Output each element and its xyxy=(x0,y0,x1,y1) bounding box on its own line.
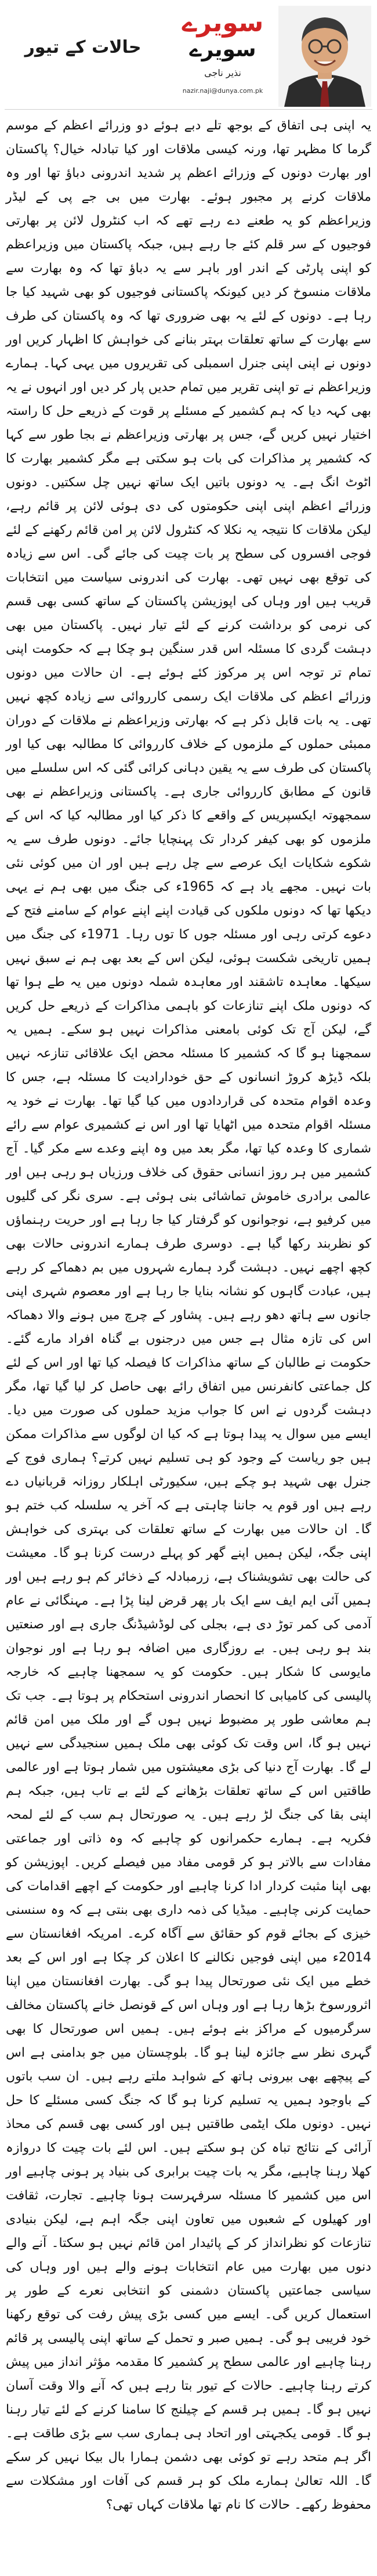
headline-text: حالات کے تیور xyxy=(24,37,142,57)
column-masthead xyxy=(0,0,377,110)
author-name: نذیر ناجی xyxy=(204,67,241,78)
column-logo-line1: سویرے xyxy=(182,8,264,38)
column-logo xyxy=(171,10,275,60)
column-logo-line2: سویرے xyxy=(189,38,256,62)
article-headline xyxy=(5,37,161,57)
column-brand xyxy=(168,2,374,108)
author-portrait-illustration xyxy=(278,6,371,107)
article-text: یہ اپنی ہی اتفاق کے بوجھ تلے دبے ہوئے دو وزرائے اعظم کے موسم گرما کا مظہر تھا، ورنہ کیسی ملاقات اور کیا تبادلہ خیال؟ پاکستان اور بھارت دونوں کے وزرائے اعظم پر شدید اندرونی دباؤ تھا اور وہ ملاقات کرنے پر مجبور ہوئے۔ بھارت میں بی جے پی کے لیڈر وزیراعظم کو یہ طعنے دے رہے تھے کہ اب کنٹرول لائن پر بھارتی فوجیوں کے سر قلم کئے جا رہے ہیں، جبکہ پاکستان میں وزیراعظم کو اپنی پارٹی کے اندر اور باہر سے یہ دباؤ تھا کہ وہ بھارت سے ملاقات منسوخ کر دیں کیونکہ پاکستانی فوجیوں کو بھی شہید کیا جا رہا ہے۔ دونوں کے لئے یہ بھی ضروری تھا کہ وہ پاکستان کی طرف سے بھارت کے ساتھ تعلقات بہتر بنانے کی خواہش کا اظہار کریں اور دونوں نے اپنی اپنی جنرل اسمبلی کی تقریروں میں یہی کہا۔ ہمارے وزیراعظم نے تو اپنی تقریر میں تمام حدیں پار کر دیں اور انہوں نے یہ بھی کہہ دیا کہ ہم کشمیر کے مسئلے پر قوت کے ذریعے حل کا راستہ اختیار نہیں کریں گے، جس پر بھارتی وزیراعظم نے بجا طور سے کہا کہ کشمیر پر مذاکرات کی بات ہو سکتی ہے مگر کشمیر بھارت کا اٹوٹ انگ ہے۔ یہ دونوں باتیں ایک ساتھ نہیں چل سکتیں۔ دونوں وزرائے اعظم اپنی اپنی حکومتوں کی دی ہوئی لائن پر قائم رہے، لیکن ملاقات کا نتیجہ یہ نکلا کہ کنٹرول لائن پر امن قائم رکھنے کے لئے فوجی افسروں کی سطح پر بات چیت کی جائے گی۔ اس سے زیادہ کی توقع بھی نہیں تھی۔ بھارت کی اندرونی سیاست میں انتخابات قریب ہیں اور وہاں کی اپوزیشن پاکستان کے ساتھ کسی بھی قسم کی نرمی کو برداشت کرنے کے لئے تیار نہیں۔ پاکستان میں بھی دہشت گردی کا مسئلہ اس قدر سنگین ہو چکا ہے کہ حکومت اپنی تمام تر توجہ اس پر مرکوز کئے ہوئے ہے۔ ان حالات میں دونوں وزرائے اعظم کی ملاقات ایک رسمی کارروائی سے زیادہ کچھ نہیں تھی۔ یہ بات قابل ذکر ہے کہ بھارتی وزیراعظم نے ملاقات کے دوران ممبئی حملوں کے ملزموں کے خلاف کارروائی کا مطالبہ بھی کیا اور پاکستان کی طرف سے یہ یقین دہانی کرائی گئی کہ اس سلسلے میں قانون کے مطابق کارروائی جاری ہے۔ پاکستانی وزیراعظم نے بھی سمجھوتہ ایکسپریس کے واقعے کا ذکر کیا اور مطالبہ کیا کہ اس کے ملزموں کو بھی کیفر کردار تک پہنچایا جائے۔ دونوں طرف سے یہ شکوے شکایات ایک عرصے سے چل رہے ہیں اور ان میں کوئی نئی بات نہیں۔ مجھے یاد ہے کہ 1965ء کی جنگ میں بھی ہم نے یہی دیکھا تھا کہ دونوں ملکوں کی قیادت اپنے اپنے عوام کے سامنے فتح کے دعوے کرتی رہی اور مسئلہ جوں کا توں رہا۔ 1971ء کی جنگ میں ہمیں تاریخی شکست ہوئی، لیکن اس کے بعد بھی ہم نے سبق نہیں سیکھا۔ معاہدہ تاشقند اور معاہدہ شملہ دونوں میں یہ طے ہوا تھا کہ دونوں ملک اپنے تنازعات کو باہمی مذاکرات کے ذریعے حل کریں گے، لیکن آج تک کوئی بامعنی مذاکرات نہیں ہو سکے۔ ہمیں یہ سمجھنا ہو گا کہ کشمیر کا مسئلہ محض ایک علاقائی تنازعہ نہیں بلکہ ڈیڑھ کروڑ انسانوں کے حق خودارادیت کا مسئلہ ہے، جس کا وعدہ اقوام متحدہ کی قراردادوں میں کیا گیا تھا۔ بھارت نے خود یہ مسئلہ اقوام متحدہ میں اٹھایا تھا اور اس نے کشمیری عوام سے رائے شماری کا وعدہ کیا تھا، مگر بعد میں وہ اپنے وعدے سے مکر گیا۔ آج کشمیر میں ہر روز انسانی حقوق کی خلاف ورزیاں ہو رہی ہیں اور عالمی برادری خاموش تماشائی بنی ہوئی ہے۔ سری نگر کی گلیوں میں کرفیو ہے، نوجوانوں کو گرفتار کیا جا رہا ہے اور حریت رہنماؤں کو نظربند رکھا گیا ہے۔ دوسری طرف ہمارے اندرونی حالات بھی کچھ اچھے نہیں۔ دہشت گرد ہمارے شہروں میں بم دھماکے کر رہے ہیں، عبادت گاہوں کو نشانہ بنایا جا رہا ہے اور معصوم شہری اپنی جانوں سے ہاتھ دھو رہے ہیں۔ پشاور کے چرچ میں ہونے والا دھماکہ اس کی تازہ مثال ہے جس میں درجنوں بے گناہ افراد مارے گئے۔ حکومت نے طالبان کے ساتھ مذاکرات کا فیصلہ کیا تھا اور اس کے لئے کل جماعتی کانفرنس میں اتفاق رائے بھی حاصل کر لیا گیا تھا، مگر دہشت گردوں نے اس کا جواب مزید حملوں کی صورت میں دیا۔ ایسے میں سوال یہ پیدا ہوتا ہے کہ کیا ان لوگوں سے مذاکرات ممکن ہیں جو ریاست کے وجود کو ہی تسلیم نہیں کرتے؟ ہماری فوج کے جنرل بھی شہید ہو چکے ہیں، سکیورٹی اہلکار روزانہ قربانیاں دے رہے ہیں اور قوم یہ جاننا چاہتی ہے کہ آخر یہ سلسلہ کب ختم ہو گا۔ ان حالات میں بھارت کے ساتھ تعلقات کی بہتری کی خواہش اپنی جگہ، لیکن ہمیں اپنے گھر کو پہلے درست کرنا ہو گا۔ معیشت کی حالت بھی تشویشناک ہے، زرمبادلہ کے ذخائر کم ہو رہے ہیں اور ہمیں آئی ایم ایف سے ایک بار پھر قرض لینا پڑا ہے۔ مہنگائی نے عام آدمی کی کمر توڑ دی ہے، بجلی کی لوڈشیڈنگ جاری ہے اور صنعتیں بند ہو رہی ہیں۔ بے روزگاری میں اضافہ ہو رہا ہے اور نوجوان مایوسی کا شکار ہیں۔ حکومت کو یہ سمجھنا چاہیے کہ خارجہ پالیسی کی کامیابی کا انحصار اندرونی استحکام پر ہوتا ہے۔ جب تک ہم معاشی طور پر مضبوط نہیں ہوں گے اور ملک میں امن قائم نہیں ہو گا، اس وقت تک کوئی بھی ملک ہمیں سنجیدگی سے نہیں لے گا۔ بھارت آج دنیا کی بڑی معیشتوں میں شمار ہوتا ہے اور عالمی طاقتیں اس کے ساتھ تعلقات بڑھانے کے لئے بے تاب ہیں، جبکہ ہم اپنی بقا کی جنگ لڑ رہے ہیں۔ یہ صورتحال ہم سب کے لئے لمحہ فکریہ ہے۔ ہمارے حکمرانوں کو چاہیے کہ وہ ذاتی اور جماعتی مفادات سے بالاتر ہو کر قومی مفاد میں فیصلے کریں۔ اپوزیشن کو بھی اپنا مثبت کردار ادا کرنا چاہیے اور حکومت کے اچھے اقدامات کی حمایت کرنی چاہیے۔ میڈیا کی ذمہ داری بھی بنتی ہے کہ وہ سنسنی خیزی کے بجائے قوم کو حقائق سے آگاہ کرے۔ امریکہ افغانستان سے 2014ء میں اپنی فوجیں نکالنے کا اعلان کر چکا ہے اور اس کے بعد خطے میں ایک نئی صورتحال پیدا ہو گی۔ بھارت افغانستان میں اپنا اثرورسوخ بڑھا رہا ہے اور وہاں اس کے قونصل خانے پاکستان مخالف سرگرمیوں کے مراکز بنے ہوئے ہیں۔ ہمیں اس صورتحال کا بھی گہری نظر سے جائزہ لینا ہو گا۔ بلوچستان میں جو بدامنی ہے اس کے پیچھے بھی بیرونی ہاتھ کے شواہد ملتے رہے ہیں۔ ان سب باتوں کے باوجود ہمیں یہ تسلیم کرنا ہو گا کہ جنگ کسی مسئلے کا حل نہیں۔ دونوں ملک ایٹمی طاقتیں ہیں اور کسی بھی قسم کی محاذ آرائی کے نتائج تباہ کن ہو سکتے ہیں۔ اس لئے بات چیت کا دروازہ کھلا رہنا چاہیے، مگر یہ بات چیت برابری کی بنیاد پر ہونی چاہیے اور اس میں کشمیر کا مسئلہ سرفہرست ہونا چاہیے۔ تجارت، ثقافت اور کھیلوں کے شعبوں میں تعاون اپنی جگہ اہم ہے، لیکن بنیادی تنازعات کو نظرانداز کر کے پائیدار امن قائم نہیں ہو سکتا۔ آنے والے دنوں میں بھارت میں عام انتخابات ہونے والے ہیں اور وہاں کی سیاسی جماعتیں پاکستان دشمنی کو انتخابی نعرے کے طور پر استعمال کریں گی۔ ایسے میں کسی بڑی پیش رفت کی توقع رکھنا خود فریبی ہو گی۔ ہمیں صبر و تحمل کے ساتھ اپنی پالیسی پر قائم رہنا چاہیے اور عالمی سطح پر کشمیر کا مقدمہ مؤثر انداز میں پیش کرتے رہنا چاہیے۔ حالات کے تیور بتا رہے ہیں کہ آنے والا وقت آسان نہیں ہو گا۔ ہمیں ہر قسم کے چیلنج کا سامنا کرنے کے لئے تیار رہنا ہو گا۔ قومی یکجہتی اور اتحاد ہی ہماری سب سے بڑی طاقت ہے۔ اگر ہم متحد رہے تو کوئی بھی دشمن ہمارا بال بیکا نہیں کر سکے گا۔ اللہ تعالیٰ ہمارے ملک کو ہر قسم کی آفات اور مشکلات سے محفوظ رکھے۔ حالات کا نام تھا ملاقات کہاں تھی؟ xyxy=(6,118,372,2512)
author-portrait xyxy=(278,6,371,107)
article-body xyxy=(6,114,371,2517)
author-email[interactable]: nazir.naji@dunya.com.pk xyxy=(182,87,263,95)
header-divider xyxy=(5,109,372,110)
